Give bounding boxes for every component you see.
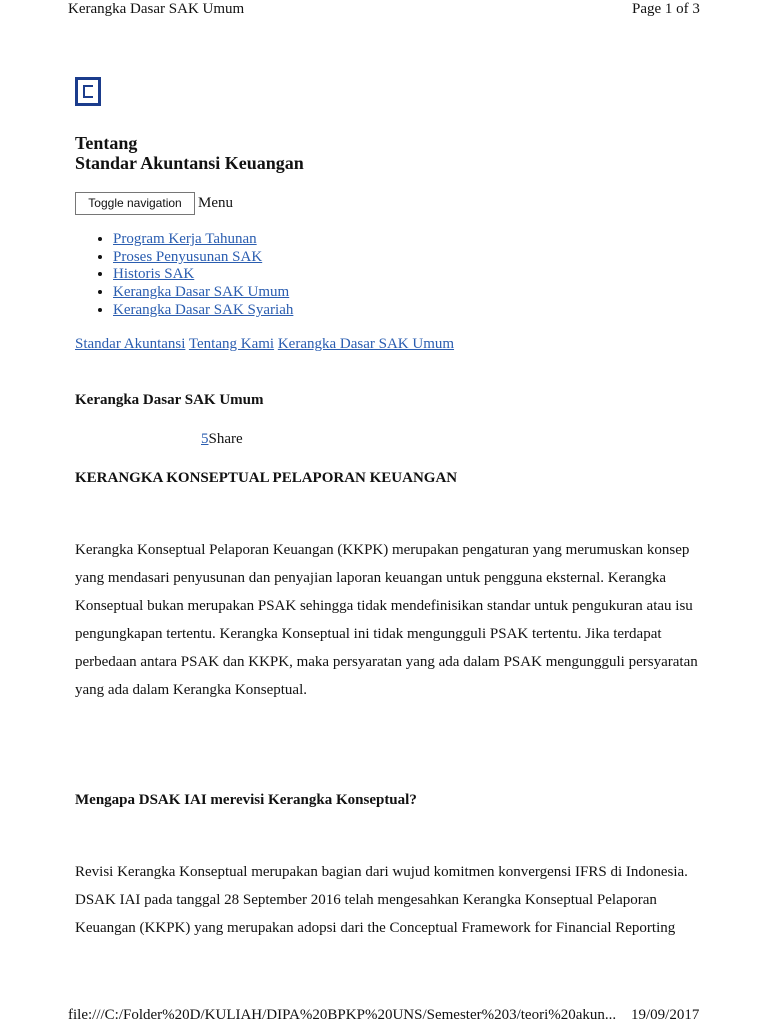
share-widget [201,430,243,448]
nav-item [113,249,293,267]
nav-link-kerangka-dasar-sak-umum[interactable]: Kerangka Dasar SAK Umum [113,284,290,301]
share-count-link[interactable]: 5 [201,431,209,447]
breadcrumb-kerangka-dasar-sak-umum[interactable]: Kerangka Dasar SAK Umum [277,336,455,352]
question-heading: Mengapa DSAK IAI merevisi Kerangka Konseptual? [75,792,417,808]
nav-item [113,284,293,302]
share-label: Share [208,431,243,447]
nav-item [113,231,293,249]
site-title-line1: Tentang [75,133,138,153]
print-header-page-number: Page 1 of 3 [632,1,700,17]
breadcrumb [75,335,454,353]
breadcrumb-standar-akuntansi[interactable]: Standar Akuntansi [75,336,186,352]
site-title-line2: Standar Akuntansi Keuangan [75,153,304,173]
nav-item [113,302,293,320]
revision-paragraph: Revisi Kerangka Konseptual merupakan bagian dari wujud komitmen konvergensi IFRS di Indonesia. DSAK IAI pada tanggal 28 September 2016 telah mengesahkan Kerangka Konseptual Pelaporan Keuangan (KKPK) yang merupakan adopsi dari the Conceptual Framework for Financial Reporting [75,864,688,936]
section-heading: KERANGKA KONSEPTUAL PELAPORAN KEUANGAN [75,470,458,486]
nav-link-historis-sak[interactable]: Historis SAK [113,266,195,283]
site-logo-icon[interactable] [75,77,101,106]
print-footer-path: file:///C:/Folder%20D/KULIAH/DIPA%20BPKP%20UNS/Semester%203/teori%20akun... [68,1007,617,1023]
nav-menu [94,231,293,320]
toggle-navigation-button[interactable]: Toggle navigation [75,192,195,215]
nav-link-program-kerja-tahunan[interactable]: Program Kerja Tahunan [113,231,257,247]
print-footer-date: 19/09/2017 [631,1007,700,1023]
nav-item [113,266,293,284]
nav-link-kerangka-dasar-sak-syariah[interactable]: Kerangka Dasar SAK Syariah [113,301,294,318]
page-title: Kerangka Dasar SAK Umum [75,392,264,408]
menu-label: Menu [198,195,233,211]
intro-paragraph: Kerangka Konseptual Pelaporan Keuangan (KKPK) merupakan pengaturan yang merumuskan konsep yang mendasari penyusunan dan penyajian laporan keuangan untuk pengguna eksternal. Kerangka Konseptual bukan merupakan PSAK sehingga tidak mendefinisikan standar untuk pengukuran atau isu pengungkapan tertentu. Kerangka Konseptual ini tidak mengungguli PSAK tertentu. Jika terdapat perbedaan antara PSAK dan KKPK, maka persyaratan yang ada dalam PSAK mengungguli persyaratan yang ada dalam Kerangka Konseptual. [75,542,698,698]
breadcrumb-tentang-kami[interactable]: Tentang Kami [188,336,275,352]
nav-link-proses-penyusunan-sak[interactable]: Proses Penyusunan SAK [113,248,263,265]
print-header-title: Kerangka Dasar SAK Umum [68,1,245,17]
site-title[interactable] [75,133,304,173]
